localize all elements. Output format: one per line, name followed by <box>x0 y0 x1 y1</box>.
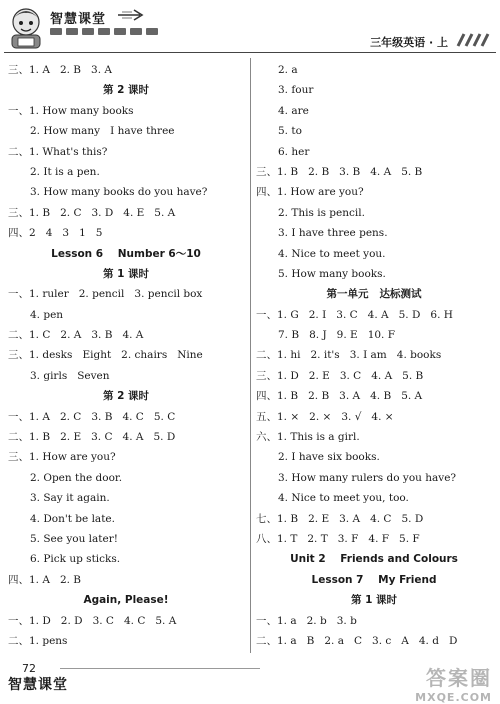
answer-text: 一、1. How many books <box>8 104 134 117</box>
slash-decoration-icon <box>452 33 492 47</box>
answer-text: 3. Say it again. <box>30 492 110 505</box>
answer-line <box>8 631 244 651</box>
answer-text: 3. I have three pens. <box>278 227 388 240</box>
answer-text: 2. How many I have three <box>30 125 175 138</box>
answer-text: 三、1. B 2. B 3. B 4. A 5. B <box>256 165 423 178</box>
answer-line <box>256 305 492 325</box>
section-heading <box>8 590 244 610</box>
answer-line <box>8 182 244 202</box>
answer-text: 2. This is pencil. <box>278 206 365 219</box>
answer-line <box>8 447 244 467</box>
answer-text: 5. How many books. <box>278 267 386 280</box>
answer-line <box>256 631 492 651</box>
answer-line <box>256 223 492 243</box>
answer-text: 4. Nice to meet you. <box>278 247 386 260</box>
section-heading <box>8 80 244 100</box>
section-heading <box>8 244 244 264</box>
answer-line <box>256 366 492 386</box>
answer-text: 第 1 课时 <box>350 594 398 607</box>
answer-text: 八、1. T 2. T 3. F 4. F 5. F <box>256 532 420 545</box>
footer-rule <box>60 668 260 669</box>
answer-line <box>8 366 244 386</box>
answer-text: 第 2 课时 <box>102 390 150 403</box>
answer-column-left <box>8 60 244 651</box>
grade-subject-label: 三年级英语 · 上 <box>370 36 448 49</box>
answer-line <box>256 509 492 529</box>
answer-text: 7. B 8. J 9. E 10. F <box>278 329 396 342</box>
section-heading <box>8 386 244 406</box>
answer-text: 二、1. C 2. A 3. B 4. A <box>8 329 144 342</box>
answer-line <box>256 345 492 365</box>
section-heading <box>256 590 492 610</box>
answer-line <box>256 264 492 284</box>
answer-text: 6. Pick up sticks. <box>30 553 121 566</box>
answer-text: 5. to <box>278 125 302 138</box>
answer-line <box>256 386 492 406</box>
page-number: 72 <box>22 662 36 675</box>
answer-text: 一、1. a 2. b 3. b <box>256 614 357 627</box>
answer-line <box>256 244 492 264</box>
arrow-decoration-icon <box>118 9 144 21</box>
watermark-site-text: MXQE.COM <box>415 691 492 704</box>
answer-text: 一、1. A 2. C 3. B 4. C 5. C <box>8 410 176 423</box>
watermark <box>415 662 492 704</box>
decorative-dots <box>50 28 158 35</box>
answer-text: 七、1. B 2. E 3. A 4. C 5. D <box>256 512 424 525</box>
answer-text: 四、1. How are you? <box>256 186 364 199</box>
answer-text: 二、1. hi 2. it's 3. I am 4. books <box>256 349 442 362</box>
answer-line <box>8 468 244 488</box>
answer-text: Lesson 6 Number 6～10 <box>51 247 201 260</box>
answer-line <box>256 60 492 80</box>
answer-text: 四、1. A 2. B <box>8 573 82 586</box>
answer-line <box>8 325 244 345</box>
answer-text: 三、1. How are you? <box>8 451 116 464</box>
answer-text: 3. girls Seven <box>30 369 110 382</box>
answer-line <box>8 529 244 549</box>
answer-line <box>256 529 492 549</box>
answer-text: 二、1. What's this? <box>8 145 108 158</box>
answer-line <box>256 468 492 488</box>
answer-line <box>8 488 244 508</box>
answer-text: 四、2 4 3 1 5 <box>8 227 103 240</box>
answer-text: 6. her <box>278 145 310 158</box>
answer-text: 三、1. A 2. B 3. A <box>8 64 112 76</box>
answer-line <box>8 407 244 427</box>
section-heading <box>256 549 492 569</box>
footer-brand: 智慧课堂 <box>8 677 68 693</box>
answer-text: 二、1. pens <box>8 634 68 647</box>
section-heading <box>256 570 492 590</box>
answer-text: 第一单元 达标测试 <box>326 288 422 301</box>
answer-line <box>256 407 492 427</box>
answer-line <box>8 570 244 590</box>
answer-line <box>256 427 492 447</box>
section-heading <box>256 284 492 304</box>
answer-text: 3. How many rulers do you have? <box>278 471 457 484</box>
answer-line <box>8 305 244 325</box>
column-divider <box>250 58 251 653</box>
answer-text: 六、1. This is a girl. <box>256 431 360 444</box>
answer-text: 4. are <box>278 104 309 117</box>
answer-line <box>256 203 492 223</box>
answer-column-right <box>256 60 492 651</box>
answer-line <box>8 60 244 80</box>
answer-line <box>8 101 244 121</box>
answer-line <box>256 162 492 182</box>
answer-text: 一、1. G 2. I 3. C 4. A 5. D 6. H <box>256 308 453 321</box>
answer-line <box>256 121 492 141</box>
answer-text: 3. four <box>278 84 314 97</box>
answer-text: 4. pen <box>30 308 64 321</box>
answer-text: 5. See you later! <box>30 532 118 545</box>
answer-text: 三、1. D 2. E 3. C 4. A 5. B <box>256 369 424 382</box>
answer-line <box>8 549 244 569</box>
answer-line <box>256 101 492 121</box>
answer-text: 4. Don't be late. <box>30 512 115 525</box>
answer-text: 2. It is a pen. <box>30 165 100 178</box>
answer-text: 二、1. a B 2. a C 3. c A 4. d D <box>256 634 458 647</box>
answer-line <box>8 284 244 304</box>
answer-line <box>8 203 244 223</box>
answer-line <box>8 427 244 447</box>
answer-text: 一、1. D 2. D 3. C 4. C 5. A <box>8 614 177 627</box>
answer-text: Lesson 7 My Friend <box>311 573 437 586</box>
answer-line <box>256 447 492 467</box>
watermark-logo-text: 答案圈 <box>426 666 492 690</box>
page-footer <box>0 660 500 704</box>
answer-line <box>8 611 244 631</box>
answer-text: Unit 2 Friends and Colours <box>290 553 458 566</box>
answer-line <box>8 121 244 141</box>
answer-text: 五、1. × 2. × 3. √ 4. × <box>256 410 394 423</box>
header-rule <box>4 52 496 53</box>
answer-line <box>8 142 244 162</box>
answer-text: 四、1. B 2. B 3. A 4. B 5. A <box>256 390 423 403</box>
answer-text: 二、1. B 2. E 3. C 4. A 5. D <box>8 431 176 444</box>
answer-line <box>256 325 492 345</box>
answer-text: 一、1. ruler 2. pencil 3. pencil box <box>8 288 203 301</box>
answer-text: 第 2 课时 <box>102 84 150 97</box>
mascot-logo-icon <box>6 4 46 50</box>
answer-line <box>8 162 244 182</box>
answer-line <box>256 611 492 631</box>
answer-line <box>256 80 492 100</box>
answer-text: 2. I have six books. <box>278 451 380 464</box>
page-header <box>0 0 500 58</box>
answer-text: 3. How many books do you have? <box>30 186 208 199</box>
answer-text: 2. Open the door. <box>30 471 123 484</box>
answer-text: 4. Nice to meet you, too. <box>278 492 409 505</box>
answer-line <box>256 142 492 162</box>
answer-line <box>256 182 492 202</box>
section-heading <box>8 264 244 284</box>
brand-title: 智慧课堂 <box>50 12 107 27</box>
answer-text: 三、1. B 2. C 3. D 4. E 5. A <box>8 206 176 219</box>
answer-line <box>8 223 244 243</box>
answer-text: 三、1. desks Eight 2. chairs Nine <box>8 349 203 362</box>
answer-text: 2. a <box>278 64 298 76</box>
answer-line <box>8 345 244 365</box>
answer-text: Again, Please! <box>83 594 169 607</box>
answer-line <box>8 509 244 529</box>
answer-line <box>256 488 492 508</box>
answer-text: 第 1 课时 <box>102 267 150 280</box>
